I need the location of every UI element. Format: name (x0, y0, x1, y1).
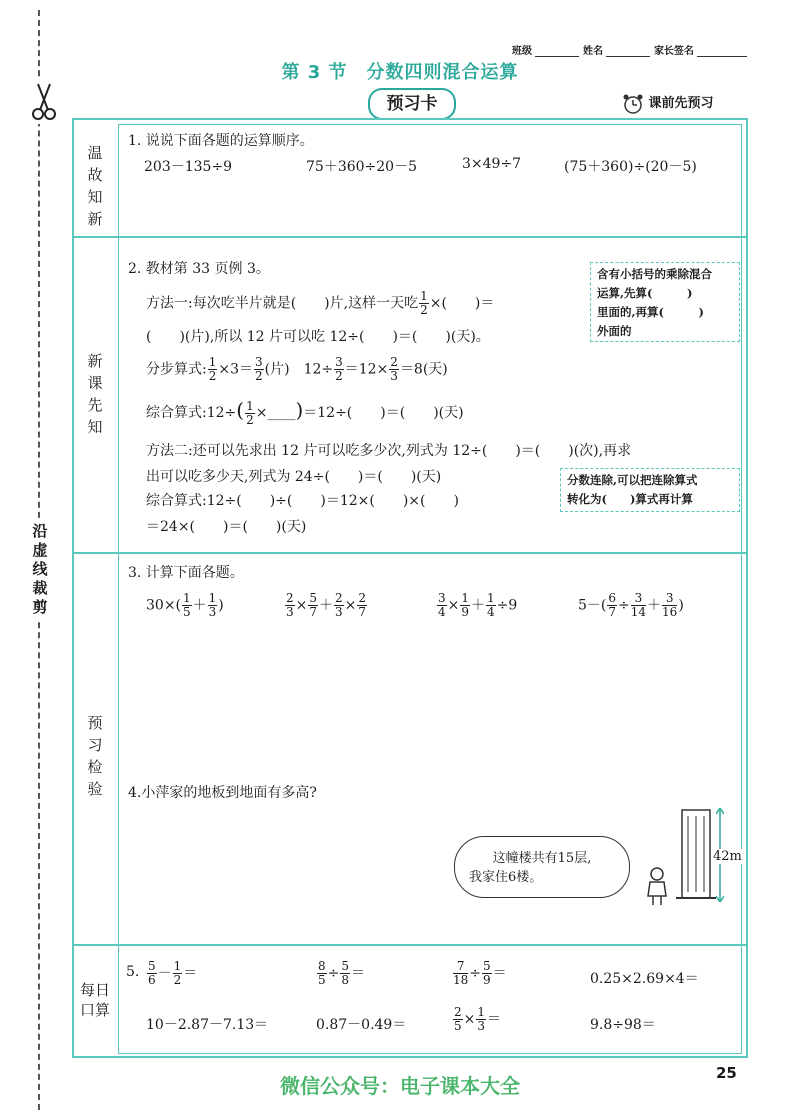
section-review: 温故知新 (87, 144, 103, 228)
q1-expr-1: 203－135÷9 (144, 159, 233, 175)
parent-label: 家长签名 (653, 46, 694, 57)
q5-label: 5. (126, 964, 140, 980)
q3-expr-2: $\frac{2}{3}$ × $\frac{5}{7}$ ＋ $\frac{2}{3}$ × $\frac{2}{7}$ (286, 591, 367, 619)
q2-combined-formula: 综合算式:12÷( $\frac{1}{2}$ ×____)＝12÷( )＝( )(天) (146, 398, 464, 427)
height-label: 42m (713, 849, 742, 864)
divider (72, 944, 748, 946)
name-field[interactable] (606, 46, 650, 57)
q1-expr-2: 75＋360÷20－5 (306, 159, 417, 175)
q5-expr-8: 9.8÷98＝ (590, 1017, 656, 1033)
q2-step-formula: 分步算式: $\frac{1}{2}$ ×3＝ $\frac{3}{2}$ (片) 12÷ $\frac{3}{2}$ ＝12× $\frac{2}{3}$ ＝8(天) (146, 355, 448, 383)
section-title: 第 3 节 分数四则混合运算 (281, 62, 519, 83)
q1-expr-3: 3×49÷7 (462, 156, 522, 172)
page-number: 25 (716, 1064, 737, 1082)
section-daily: 每日 口算 (79, 981, 110, 1019)
parent-field[interactable] (697, 46, 747, 57)
q5-expr-6: 0.87－0.49＝ (316, 1017, 407, 1033)
q5-expr-7: $\frac{2}{5}$ × $\frac{1}{3}$ ＝ (454, 1005, 502, 1033)
alarm-clock-icon (622, 93, 644, 115)
q1-title: 1. 说说下面各题的运算顺序。 (128, 133, 314, 149)
class-field[interactable] (535, 46, 579, 57)
scissors-icon (30, 80, 58, 124)
preview-tag-text: 课前先预习 (648, 96, 714, 111)
q2-method2-line3: 综合算式:12÷( )÷( )＝12×( )×( ) (146, 493, 459, 509)
section-new: 新课先知 (87, 352, 103, 436)
q5-expr-2: $\frac{8}{5}$ ÷ $\frac{5}{8}$ ＝ (318, 959, 366, 987)
cut-label: 沿虚线裁剪 (28, 520, 52, 619)
q5-expr-5: 10－2.87－7.13＝ (146, 1017, 269, 1033)
q3-expr-3: $\frac{3}{4}$ × $\frac{1}{9}$ ＋ $\frac{1}{4}$ ÷9 (438, 591, 518, 619)
q2-method1-line2: ( )(片),所以 12 片可以吃 12÷( )＝( )(天)。 (146, 329, 490, 345)
tip-box-division: 分数连除,可以把连除算式 转化为( )算式再计算 (560, 468, 740, 512)
q1-expr-4: (75＋360)÷(20－5) (564, 159, 697, 175)
q2-method2-line2: 出可以吃多少天,列式为 24÷( )＝( )(天) (146, 469, 442, 485)
speech-bubble: 这幢楼共有15层, 我家住6楼。 (454, 836, 630, 898)
q2-method1-line1: 方法一:每次吃半片就是( )片,这样一天吃 $\frac{1}{2}$ ×( )＝ (146, 289, 495, 317)
section-check: 预习检验 (87, 714, 103, 798)
q5-expr-4: 0.25×2.69×4＝ (590, 971, 699, 987)
card-title: 预习卡 (368, 88, 456, 120)
q2-method2-line4: ＝24×( )＝( )(天) (146, 519, 307, 535)
q2-method2-line1: 方法二:还可以先求出 12 片可以吃多少次,列式为 12÷( )＝( )(次),再求 (146, 443, 632, 459)
q5-expr-3: $\frac{7}{18}$ ÷ $\frac{5}{9}$ ＝ (453, 959, 507, 987)
girl-icon (644, 866, 670, 906)
building-icon (676, 806, 716, 902)
tip-box-parentheses: 含有小括号的乘除混合 运算,先算( ) 里面的,再算( ) 外面的 (590, 262, 740, 342)
footer-watermark: 微信公众号：电子课本大全 (280, 1074, 520, 1098)
name-label: 姓名 (582, 46, 603, 57)
q3-expr-4: 5－( $\frac{6}{7}$ ÷ $\frac{3}{14}$ ＋ $\frac{3}{16}$ ) (578, 591, 684, 619)
divider (72, 236, 748, 238)
q3-expr-1: 30×( $\frac{1}{5}$ ＋ $\frac{1}{3}$ ) (146, 591, 224, 619)
q2-title: 2. 教材第 33 页例 3。 (128, 261, 270, 277)
q4-title: 4.小萍家的地板到地面有多高? (128, 785, 317, 801)
name-fields (512, 42, 747, 57)
divider (72, 552, 748, 554)
preview-tag (622, 92, 714, 115)
class-label: 班级 (512, 46, 532, 57)
q5-expr-1: $\frac{5}{6}$ － $\frac{1}{2}$ ＝ (148, 959, 198, 987)
q3-title: 3. 计算下面各题。 (128, 565, 244, 581)
